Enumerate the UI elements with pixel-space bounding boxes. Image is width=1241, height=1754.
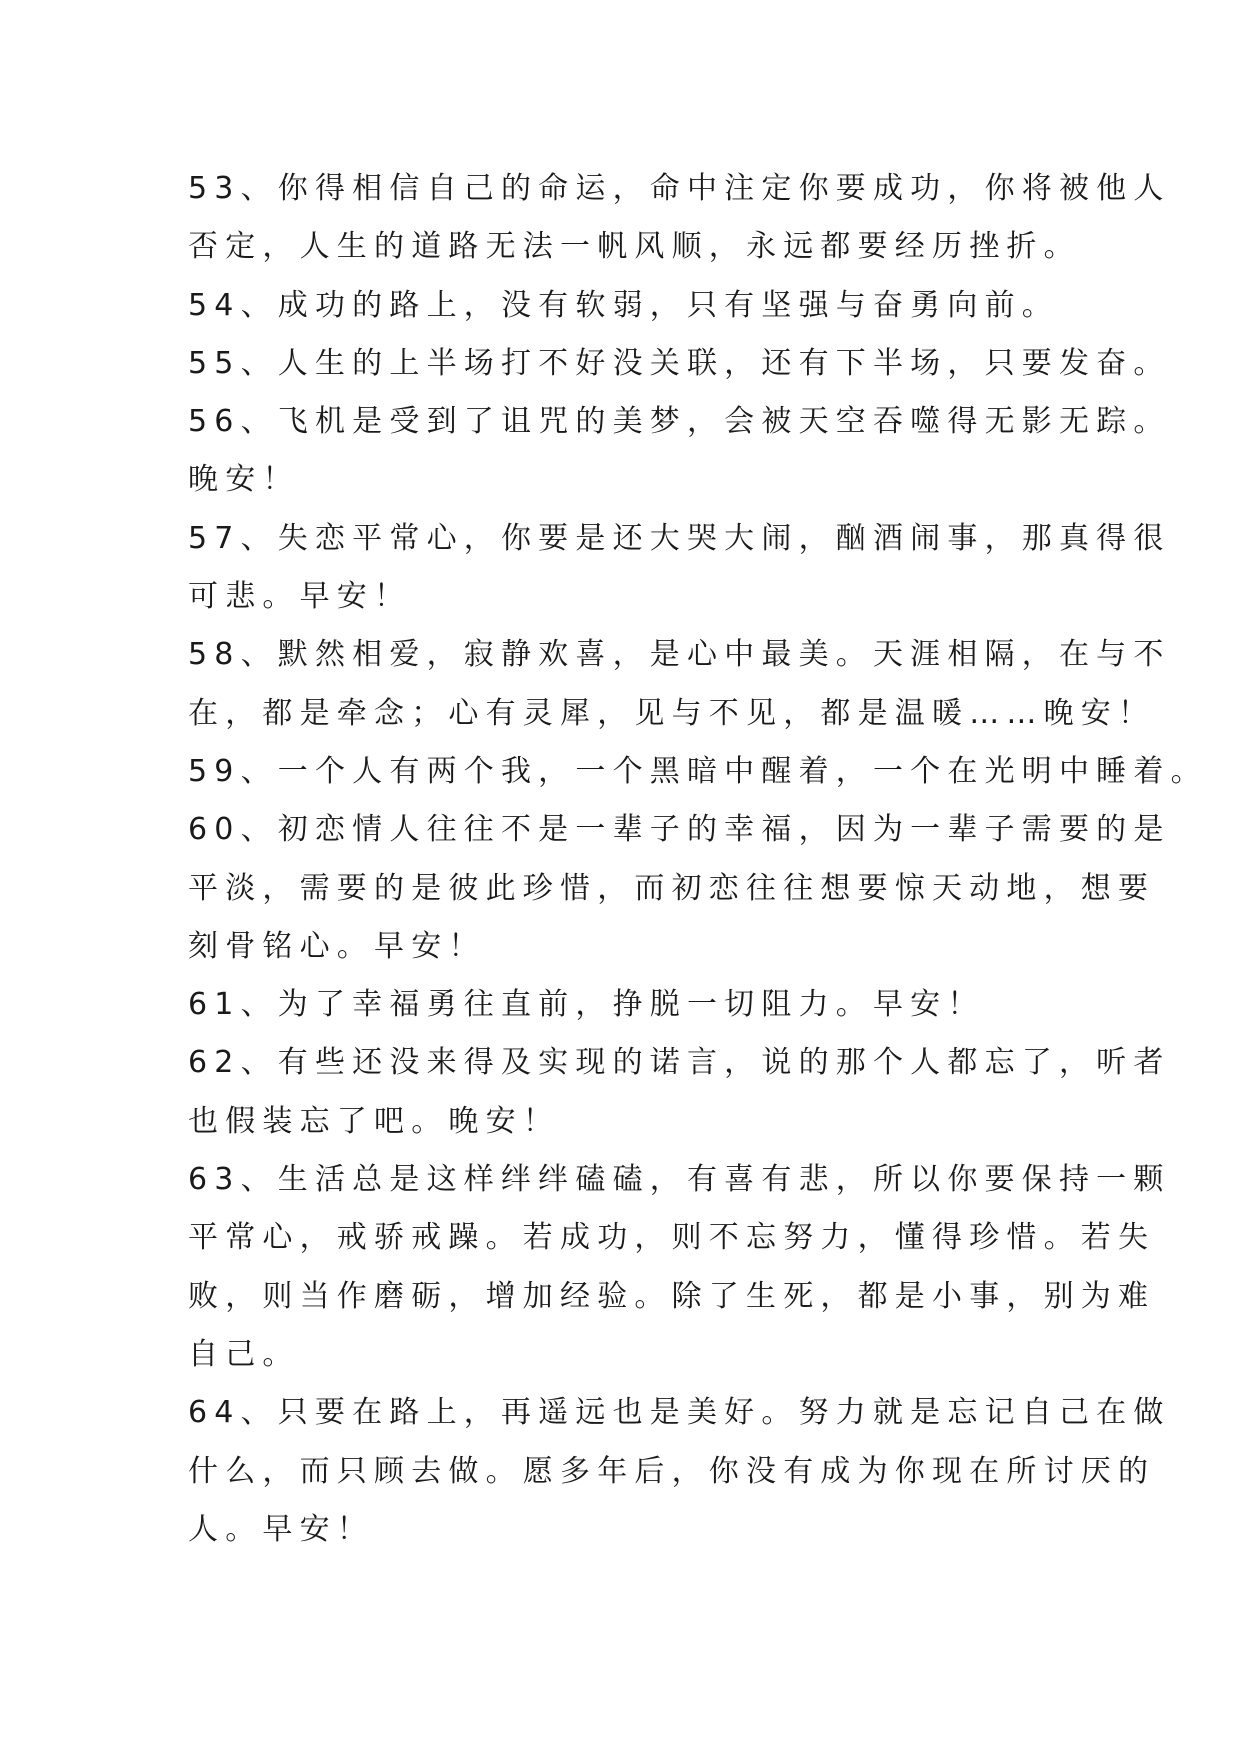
text-line: 56、飞机是受到了诅咒的美梦，会被天空吞噬得无影无踪。 (188, 404, 1171, 440)
text-line: 62、有些还没来得及实现的诺言，说的那个人都忘了，听者 (188, 1045, 1171, 1081)
text-line: 57、失恋平常心，你要是还大哭大闹，酗酒闹事，那真得很 (188, 520, 1171, 556)
text-line: 否定，人生的道路无法一帆风顺，永远都要经历挫折。 (188, 229, 1081, 265)
text-line: 晚安！ (188, 462, 300, 498)
text-line: 63、生活总是这样绊绊磕磕，有喜有悲，所以你要保持一颗 (188, 1162, 1171, 1198)
text-line: 53、你得相信自己的命运，命中注定你要成功，你将被他人 (188, 171, 1171, 206)
text-line: 59、一个人有两个我，一个黑暗中醒着，一个在光明中睡着。 (188, 753, 1208, 789)
document-body (188, 160, 1208, 1559)
text-line: 在，都是牵念；心有灵犀，见与不见，都是温暖……晚安！ (188, 695, 1156, 731)
text-line: 也假装忘了吧。晚安！ (188, 1103, 560, 1139)
text-line: 54、成功的路上，没有软弱，只有坚强与奋勇向前。 (188, 287, 1059, 323)
text-line: 55、人生的上半场打不好没关联，还有下半场，只要发奋。 (188, 345, 1171, 381)
text-line: 平常心，戒骄戒躁。若成功，则不忘努力，懂得珍惜。若失 (188, 1220, 1156, 1256)
text-line: 58、默然相爱，寂静欢喜，是心中最美。天涯相隔，在与不 (188, 637, 1171, 673)
text-line: 刻骨铭心。早安！ (188, 928, 486, 964)
text-line: 自己。 (188, 1336, 300, 1372)
text-line: 人。早安！ (188, 1511, 374, 1547)
text-line: 64、只要在路上，再遥远也是美好。努力就是忘记自己在做 (188, 1395, 1171, 1431)
text-line: 平淡，需要的是彼此珍惜，而初恋往往想要惊天动地，想要 (188, 870, 1156, 906)
text-line: 60、初恋情人往往不是一辈子的幸福，因为一辈子需要的是 (188, 812, 1171, 848)
text-line: 可悲。早安！ (188, 579, 412, 615)
text-line: 什么，而只顾去做。愿多年后，你没有成为你现在所讨厌的 (188, 1453, 1156, 1489)
text-line: 败，则当作磨砺，增加经验。除了生死，都是小事，别为难 (188, 1278, 1156, 1314)
text-line: 61、为了幸福勇往直前，挣脱一切阻力。早安！ (188, 987, 985, 1023)
